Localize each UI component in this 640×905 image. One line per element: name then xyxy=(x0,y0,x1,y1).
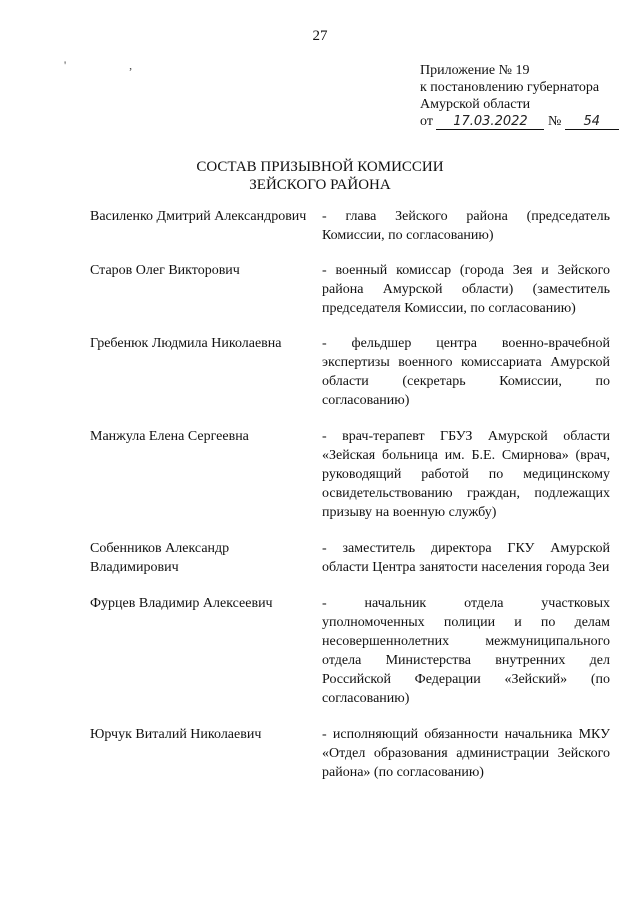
page-number: 27 xyxy=(312,28,328,44)
appendix-line-3: Амурской области xyxy=(420,97,531,112)
member-row xyxy=(90,261,610,318)
appendix-date-line xyxy=(420,113,620,130)
title-line-2: ЗЕЙСКОГО РАЙОНА xyxy=(249,177,391,193)
number-label: № xyxy=(547,114,562,129)
members-list xyxy=(90,207,610,782)
appendix-block xyxy=(420,62,620,130)
member-role: - заместитель директора ГКУ Амурской области Центра занятости населения города Зеи xyxy=(322,541,610,575)
appendix-line-2: к постановлению губернатора xyxy=(420,80,600,95)
member-role: - глава Зейского района (председатель Комиссии, по согласованию) xyxy=(322,209,610,243)
appendix-line-1: Приложение № 19 xyxy=(420,63,530,78)
member-name: Юрчук Виталий Николаевич xyxy=(90,727,262,742)
date-value: 17.03.2022 xyxy=(436,115,544,130)
member-row xyxy=(90,725,610,782)
member-role: - исполняющий обязанности начальника МКУ «Отдел образования администрации Зейского района» (по согласованию) xyxy=(322,727,610,780)
member-row xyxy=(90,427,610,522)
member-name: Василенко Дмитрий Александрович xyxy=(90,209,307,224)
document-title xyxy=(0,158,640,194)
member-name: Собенников Александр Владимирович xyxy=(90,541,230,575)
scan-marks: ' , xyxy=(64,58,163,72)
title-line-1: СОСТАВ ПРИЗЫВНОЙ КОМИССИИ xyxy=(196,159,444,175)
member-name: Старов Олег Викторович xyxy=(90,263,240,278)
member-row xyxy=(90,334,610,410)
member-name: Фурцев Владимир Алексеевич xyxy=(90,596,273,611)
member-role: - военный комиссар (города Зея и Зейского района Амурской области) (заместитель председателя Комиссии, по согласованию) xyxy=(322,263,610,316)
number-value: 54 xyxy=(565,115,619,130)
member-name: Манжула Елена Сергеевна xyxy=(90,429,249,444)
member-row xyxy=(90,539,610,577)
member-role: - врач-терапевт ГБУЗ Амурской области «Зейская больница им. Б.Е. Смирнова» (врач, руководящий работой по медицинскому освидетельствованию граждан, подлежащих призыву на военную службу) xyxy=(322,429,610,520)
member-role: - фельдшер центра военно-врачебной экспертизы военного комиссариата Амурской области (секретарь Комиссии, по согласованию) xyxy=(322,336,610,408)
member-role: - начальник отдела участковых уполномоченных полиции и по делам несовершеннолетних межмуниципального отдела Министерства внутренних дел Российской Федерации «Зейский» (по согласованию) xyxy=(322,596,610,706)
member-row xyxy=(90,207,610,245)
date-prefix: от xyxy=(420,114,433,129)
member-row xyxy=(90,594,610,708)
member-name: Гребенюк Людмила Николаевна xyxy=(90,336,282,351)
